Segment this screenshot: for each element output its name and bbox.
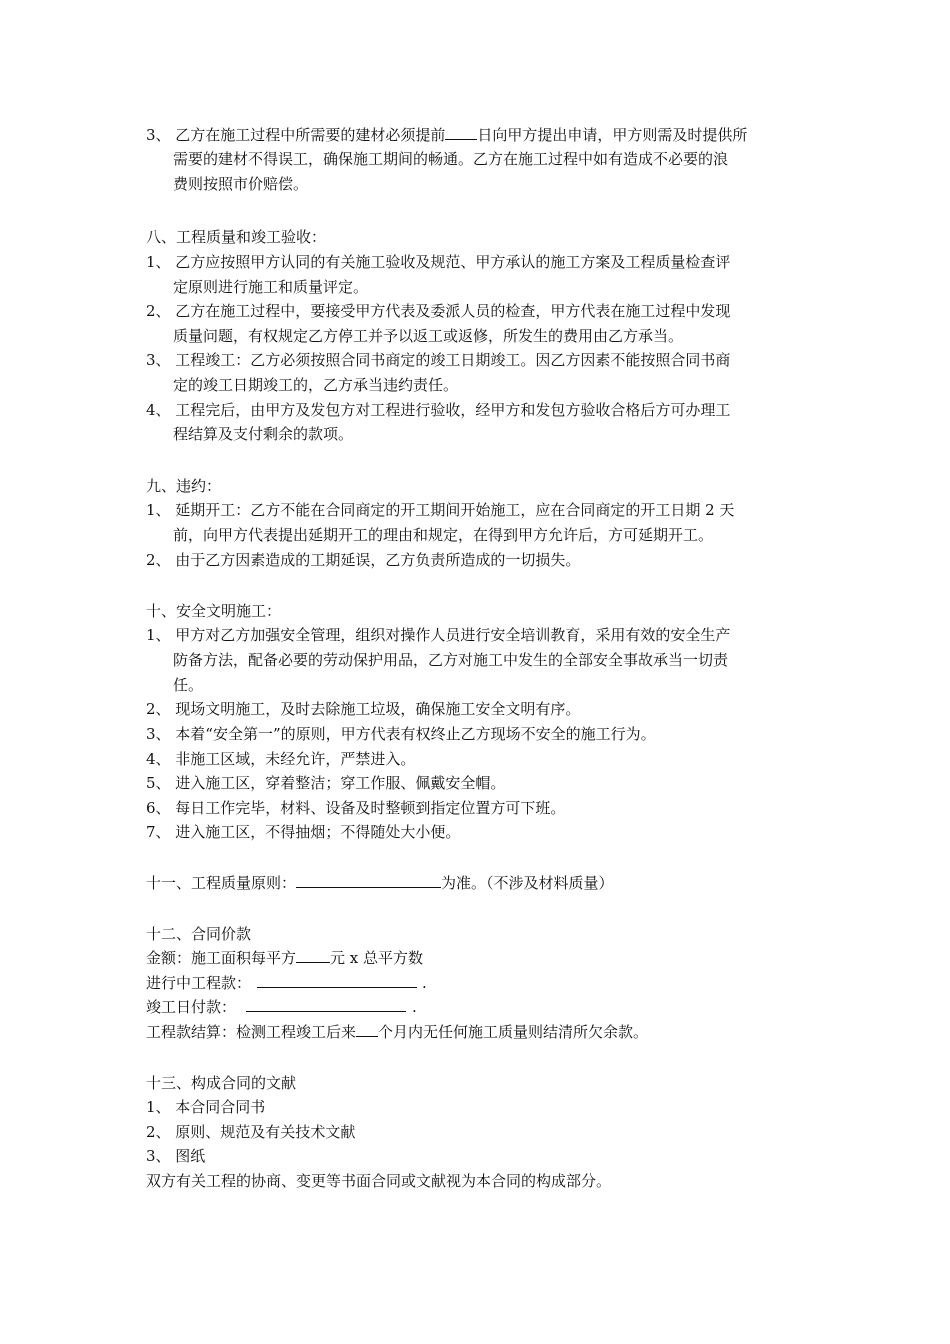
sec11-quality-standard: 十一、工程质量原则： 为准。（不涉及材料质量） [146, 874, 614, 892]
sec13-closing: 双方有关工程的协商、变更等书面合同或文献视为本合同的构成部分。 [146, 1172, 612, 1190]
sec10-item7: 7、 进入施工区，不得抽烟；不得随处大小便。 [146, 823, 461, 841]
sec8-item3-line1: 3、 工程竣工：乙方必须按照合同书商定的竣工日期竣工。因乙方因素不能按照合同书商 [146, 351, 731, 369]
sec13-item1: 1、 本合同合同书 [146, 1098, 266, 1116]
sec7-item3-line1: 3、 乙方在施工过程中所需要的建材必须提前 日向甲方提出申请，甲方则需及时提供所 [146, 126, 748, 144]
sec8-item1-line1: 1、 乙方应按照甲方认同的有关施工验收及规范、甲方承认的施工方案及工程质量检查评 [146, 253, 731, 271]
unit-price-blank [296, 947, 330, 963]
sec10-item6: 6、 每日工作完毕，材料、设备及时整顿到指定位置方可下班。 [146, 799, 566, 817]
sec9-item1-line2: 前，向甲方代表提出延期开工的理由和规定，在得到甲方允许后，方可延期开工。 [173, 526, 714, 544]
sec12-completion-payment: 竣工日付款： . [146, 998, 417, 1016]
sec10-item1-line3: 任。 [173, 676, 204, 694]
sec8-heading: 八、工程质量和竣工验收： [146, 228, 327, 246]
sec12-amount: 金额：施工面积每平方 元 x 总平方数 [146, 949, 424, 967]
sec12-settlement: 工程款结算：检测工程竣工后来 个月内无任何施工质量则结清所欠余款。 [146, 1023, 649, 1041]
days-blank [445, 124, 477, 140]
quality-standard-blank [296, 872, 441, 888]
sec7-item3-line2: 需要的建材不得误工，确保施工期间的畅通。乙方在施工过程中如有造成不必要的浪 [173, 150, 729, 168]
sec7-item3-line3: 费则按照市价赔偿。 [173, 175, 309, 193]
sec10-item1-line1: 1、 甲方对乙方加强安全管理，组织对操作人员进行安全培训教育，采用有效的安全生产 [146, 626, 731, 644]
sec9-item2: 2、 由于乙方因素造成的工期延误，乙方负责所造成的一切损失。 [146, 551, 581, 569]
sec13-item2: 2、 原则、规范及有关技术文献 [146, 1123, 356, 1141]
sec8-item1-line2: 定原则进行施工和质量评定。 [173, 278, 369, 296]
sec8-item4-line1: 4、 工程完后，由甲方及发包方对工程进行验收，经甲方和发包方验收合格后方可办理工 [146, 401, 731, 419]
sec9-item1-line1: 1、 延期开工：乙方不能在合同商定的开工期间开始施工，应在合同商定的开工日期 2 天 [146, 501, 735, 519]
sec10-item5: 5、 进入施工区，穿着整洁；穿工作服、佩戴安全帽。 [146, 774, 506, 792]
sec9-heading: 九、违约： [146, 477, 222, 495]
sec12-heading: 十二、合同价款 [146, 925, 252, 943]
sec8-item2-line2: 质量问题，有权规定乙方停工并予以返工或返修，所发生的费用由乙方承当。 [173, 327, 684, 345]
sec13-heading: 十三、构成合同的文献 [146, 1074, 297, 1092]
sec8-item2-line1: 2、 乙方在施工过程中，要接受甲方代表及委派人员的检查，甲方代表在施工过程中发现 [146, 302, 731, 320]
sec8-item3-line2: 定的竣工日期竣工的，乙方承当违约责任。 [173, 376, 459, 394]
sec12-progress-payment: 进行中工程款： . [146, 974, 427, 992]
sec10-item4: 4、 非施工区域，未经允许，严禁进入。 [146, 750, 416, 768]
progress-payment-blank [257, 972, 417, 988]
months-blank [356, 1021, 378, 1037]
sec10-item1-line2: 防备方法，配备必要的劳动保护用品，乙方对施工中发生的全部安全事故承当一切责 [173, 651, 729, 669]
sec10-item3: 3、 本着“安全第一”的原则，甲方代表有权终止乙方现场不安全的施工行为。 [146, 725, 656, 743]
sec10-heading: 十、安全文明施工： [146, 602, 282, 620]
sec13-item3: 3、 图纸 [146, 1147, 206, 1165]
sec10-item2: 2、 现场文明施工，及时去除施工垃圾，确保施工安全文明有序。 [146, 700, 581, 718]
completion-payment-blank [246, 996, 406, 1012]
sec8-item4-line2: 程结算及支付剩余的款项。 [173, 425, 354, 443]
